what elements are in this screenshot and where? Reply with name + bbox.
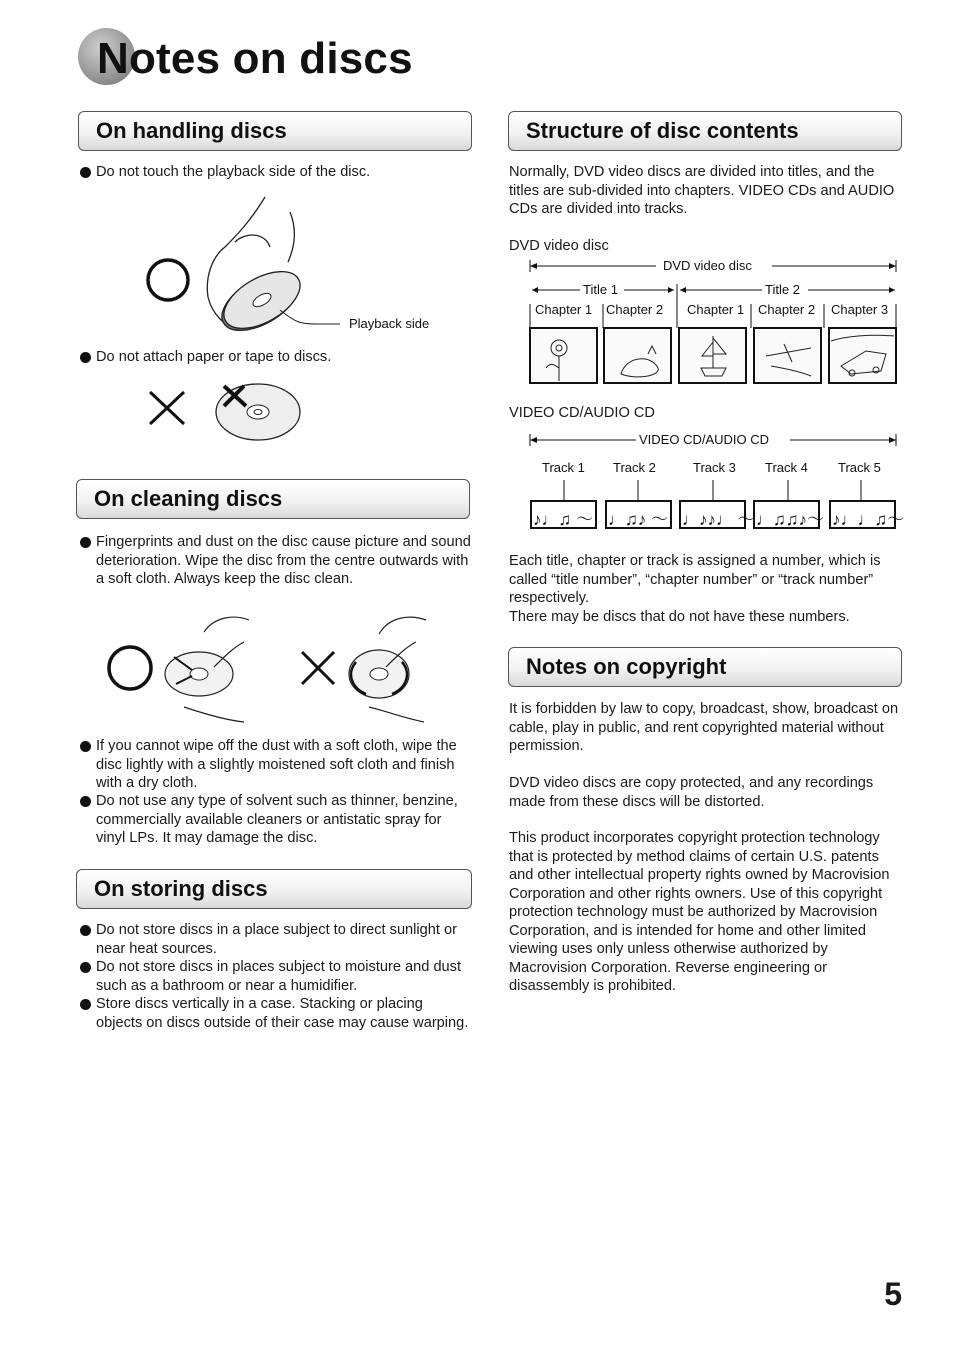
dvd-span-label: DVD video disc	[663, 258, 752, 273]
copyright-paragraph-2: DVD video discs are copy protected, and any recordings made from these discs will be distorted.	[509, 775, 874, 810]
ok-circle-icon	[148, 260, 188, 300]
track-label: Track 3	[693, 460, 736, 475]
cleaning-bullet-1: Fingerprints and dust on the disc cause picture and sound deterioration. Wipe the disc from the centre outwards with a soft cloth. Always keep the disc clean.	[78, 533, 472, 589]
dvd-caption: DVD video disc	[509, 238, 609, 254]
prohibited-x-icon	[150, 392, 184, 424]
dvd-structure-diagram	[526, 256, 900, 386]
handling-bullet-2: Do not attach paper or tape to discs.	[78, 348, 472, 367]
storing-bullet-1: Do not store discs in a place subject to direct sunlight or near heat sources.	[78, 921, 472, 958]
music-notes-icon: ♪♩♩♫～	[832, 510, 905, 529]
music-notes-icon: ♩♫♪ ～	[608, 510, 668, 529]
music-notes-icon: ♪♩♫ ～	[533, 510, 593, 529]
handling-bullet-1: Do not touch the playback side of the disc.	[78, 163, 472, 182]
chapter-thumbnail-cat	[604, 328, 671, 383]
track-label: Track 5	[838, 460, 881, 475]
chapter-label: Chapter 3	[831, 302, 889, 317]
page-title-text: Notes on discs	[97, 34, 413, 83]
cleaning-illustration	[104, 612, 444, 726]
chapter-label: Chapter 2	[606, 302, 664, 317]
chapter-thumbnail-flower	[530, 328, 597, 383]
title-1-label: Title 1	[583, 282, 618, 297]
section-header-handling	[78, 111, 472, 151]
track-label: Track 2	[613, 460, 656, 475]
section-heading: Structure of disc contents	[526, 118, 799, 143]
chapter-thumbnail-plane	[754, 328, 821, 383]
section-header-storing	[76, 869, 472, 909]
cleaning-bullet-2: If you cannot wipe off the dust with a soft cloth, wipe the disc lightly with a slightly moistened soft cloth and finish with a dry cloth.	[78, 737, 472, 793]
storing-bullet-3: Store discs vertically in a case. Stacking or placing objects on discs outside of their case may cause warping.	[78, 995, 472, 1032]
track-label: Track 4	[765, 460, 808, 475]
section-heading: On cleaning discs	[94, 486, 283, 511]
no-tape-illustration	[140, 378, 310, 446]
section-header-cleaning	[76, 479, 470, 519]
cleaning-bullet-3: Do not use any type of solvent such as thinner, benzine, commercially available cleaners or antistatic spray for vinyl LPs. It may damage the disc.	[78, 792, 472, 848]
prohibited-x-icon	[302, 652, 334, 684]
numbering-note: There may be discs that do not have these numbers.	[509, 609, 850, 625]
music-notes-icon: ♩♫♫♪～	[756, 510, 824, 529]
structure-intro: Normally, DVD video discs are divided into titles, and the titles are sub-divided into chapters. VIDEO CDs and AUDIO CDs are divided into tracks.	[509, 164, 895, 217]
copyright-paragraph-3: This product incorporates copyright protection technology that is protected by method claims of certain U.S. patents and other intellectual property rights owned by Macrovision Corporation and other rights owners. Use of this copyright protection technology must be authorized by Macrovision Corporation, and is intended for home and other limited viewing uses only unless otherwise authorized by Macrovision Corporation. Reverse engineering or disassembly is prohibited.	[509, 830, 890, 994]
numbering-paragraph: Each title, chapter or track is assigned a number, which is called “title number”, “chapter number” or “track number” respectively.	[509, 553, 881, 606]
page-number: 5	[884, 1276, 902, 1312]
title-2-label: Title 2	[765, 282, 800, 297]
section-header-copyright	[508, 647, 902, 687]
section-heading: On storing discs	[94, 876, 268, 901]
section-header-structure	[508, 111, 902, 151]
section-heading: Notes on copyright	[526, 654, 727, 679]
chapter-label: Chapter 1	[535, 302, 593, 317]
vcd-span-label: VIDEO CD/AUDIO CD	[639, 432, 770, 447]
music-notes-icon: ♩♪♪♩ ～	[682, 510, 755, 529]
copyright-paragraph-1: It is forbidden by law to copy, broadcast, show, broadcast on cable, play in public, and rent copyrighted material without permission.	[509, 701, 899, 754]
ok-circle-icon	[109, 647, 151, 689]
section-heading: On handling discs	[96, 118, 287, 143]
chapter-label: Chapter 2	[758, 302, 816, 317]
chapter-label: Chapter 1	[687, 302, 745, 317]
vcd-caption: VIDEO CD/AUDIO CD	[509, 405, 655, 421]
track-label: Track 1	[542, 460, 585, 475]
storing-bullet-2: Do not store discs in places subject to moisture and dust such as a bathroom or near a humidifier.	[78, 958, 472, 995]
playback-side-label: Playback side	[349, 316, 430, 331]
